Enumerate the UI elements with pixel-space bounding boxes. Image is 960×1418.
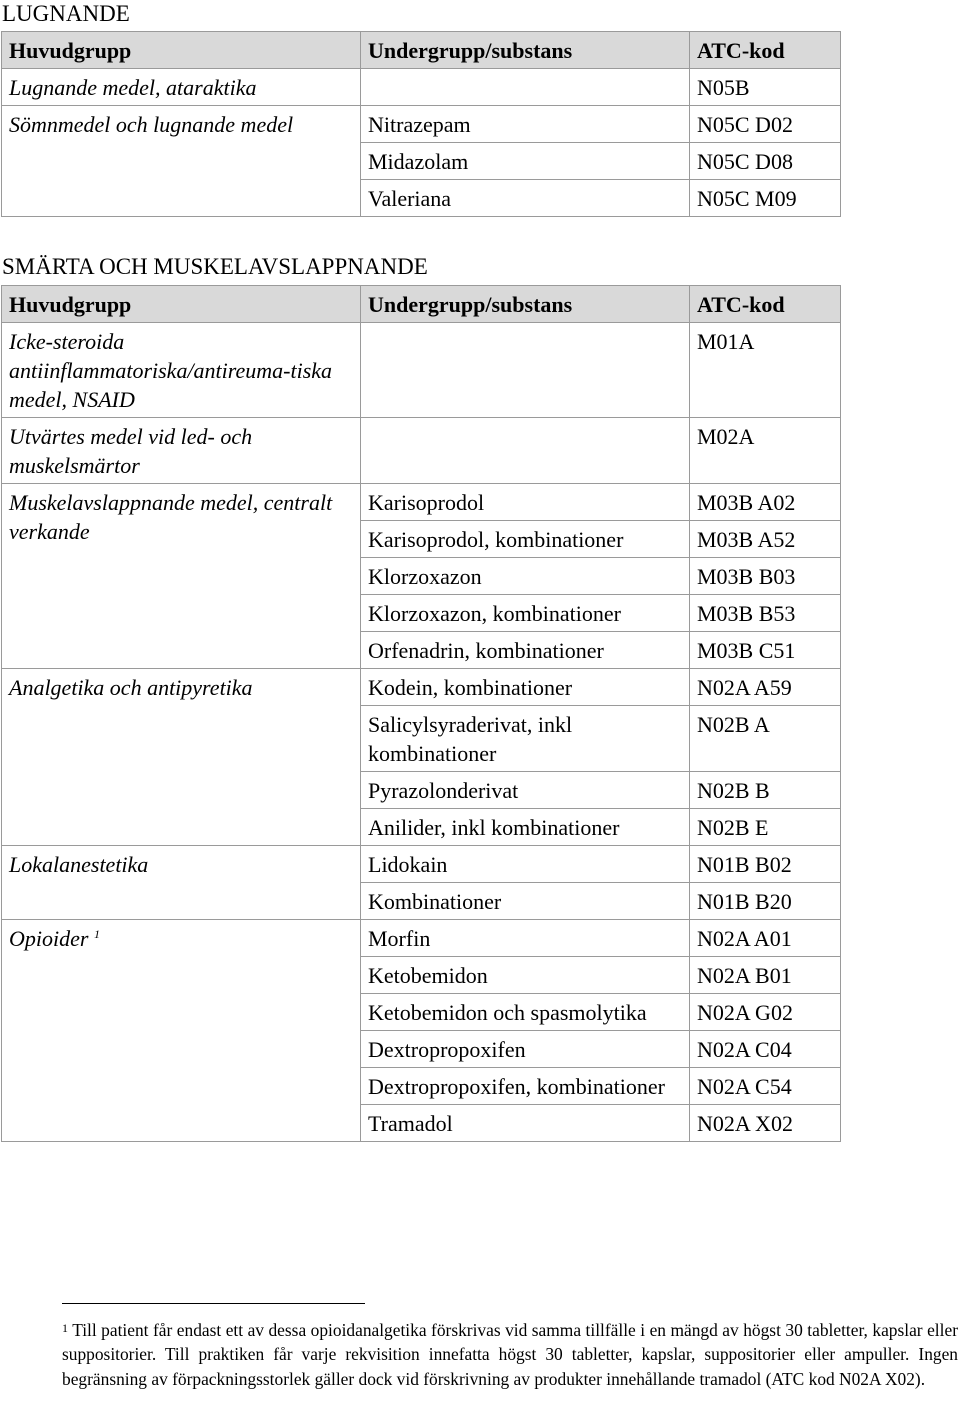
substance-cell: Dextropropoxifen, kombinationer	[361, 1068, 690, 1105]
atc-cell: N02A X02	[697, 1111, 793, 1136]
atc-cell: N02B A	[690, 706, 841, 772]
footnote-text: Till patient får endast ett av dessa opioidanalgetika förskrivas vid samma tillfälle i en mängd av högst 30 tabletter, kapslar eller suppositorier. Till praktiken får varje rekvisition innefatta högst 30 tabletter, kapslar, suppositorier eller ampuller. Ingen begränsning av förpackningsstorlek gäller dock vid förskrivning av produkter innehållande tramadol (ATC kod N02A X02).	[62, 1320, 958, 1389]
atc-cell: M01A	[690, 323, 841, 418]
table-row	[2, 106, 841, 143]
table-row	[2, 669, 841, 706]
substance-cell: Kombinationer	[361, 883, 690, 920]
substance-cell: Tramadol	[361, 1105, 690, 1142]
section-title-lugnande: LUGNANDE	[2, 1, 130, 26]
group-cell: Analgetika och antipyretika	[2, 669, 361, 846]
substance-cell	[361, 323, 690, 418]
table-row	[2, 418, 841, 484]
substance-cell: Salicylsyraderivat, inkl kombinationer	[361, 706, 690, 772]
substance-cell: Anilider, inkl kombinationer	[361, 809, 690, 846]
substance-cell: Midazolam	[361, 143, 690, 180]
header-huvudgrupp: Huvudgrupp	[2, 32, 361, 69]
atc-cell: N02B B	[690, 772, 841, 809]
substance-cell: Kodein, kombinationer	[361, 669, 690, 706]
header-atc-kod: ATC-kod	[690, 286, 841, 323]
substance-cell: Valeriana	[361, 180, 690, 217]
header-huvudgrupp: Huvudgrupp	[2, 286, 361, 323]
group-cell	[2, 920, 361, 1142]
group-cell: Lugnande medel, ataraktika	[2, 69, 361, 106]
substance-cell: Karisoprodol, kombinationer	[361, 521, 690, 558]
substance-cell: Klorzoxazon	[361, 558, 690, 595]
substance-cell: Nitrazepam	[361, 106, 690, 143]
lugnande-table	[1, 31, 841, 217]
atc-cell: M03B C51	[690, 632, 841, 669]
header-atc-kod: ATC-kod	[690, 32, 841, 69]
atc-cell: N05C D08	[690, 143, 841, 180]
group-cell: Muskelavslappnande medel, centralt verkande	[2, 484, 361, 669]
group-cell: Lokalanestetika	[2, 846, 361, 920]
table-row	[2, 920, 841, 957]
atc-cell: N01B B02	[690, 846, 841, 883]
footnote-separator	[62, 1303, 365, 1304]
table-row	[2, 846, 841, 883]
smarta-table	[1, 285, 841, 1142]
atc-cell: M03B A52	[690, 521, 841, 558]
atc-cell: N01B B20	[690, 883, 841, 920]
atc-cell: M03B B53	[690, 595, 841, 632]
atc-cell: M03B B03	[690, 558, 841, 595]
table-row	[2, 323, 841, 418]
atc-cell: N05C M09	[697, 186, 797, 211]
footnote	[62, 1318, 958, 1391]
footnote-marker: 1	[62, 1321, 68, 1335]
atc-cell: N02B E	[690, 809, 841, 846]
table-row	[2, 69, 841, 106]
atc-cell: N02A A59	[690, 669, 841, 706]
header-row	[2, 286, 841, 323]
atc-cell: N02A A01	[690, 920, 841, 957]
group-cell: Sömnmedel och lugnande medel	[2, 106, 361, 217]
atc-cell: N05C D02	[690, 106, 841, 143]
substance-cell: Morfin	[361, 920, 690, 957]
atc-cell: N05B	[690, 69, 841, 106]
table-row	[2, 484, 841, 521]
substance-cell: Karisoprodol	[361, 484, 690, 521]
substance-cell: Pyrazolonderivat	[361, 772, 690, 809]
footnote-ref: 1	[93, 927, 100, 941]
header-undergrupp: Undergrupp/substans	[361, 32, 690, 69]
atc-cell: N02A C04	[690, 1031, 841, 1068]
atc-cell: M02A	[690, 418, 841, 484]
substance-cell: Dextropropoxifen	[361, 1031, 690, 1068]
atc-cell: N02A B01	[690, 957, 841, 994]
substance-cell	[361, 418, 690, 484]
atc-cell: N02A G02	[690, 994, 841, 1031]
atc-cell: N02A C54	[690, 1068, 841, 1105]
section-title-smarta: SMÄRTA OCH MUSKELAVSLAPPNANDE	[2, 254, 428, 279]
substance-cell	[361, 69, 690, 106]
substance-cell: Lidokain	[361, 846, 690, 883]
substance-cell: Klorzoxazon, kombinationer	[361, 595, 690, 632]
substance-cell: Ketobemidon och spasmolytika	[361, 994, 690, 1031]
atc-cell: M03B A02	[690, 484, 841, 521]
group-cell: Icke-steroida antiinflammatoriska/antireuma-tiska medel, NSAID	[2, 323, 361, 418]
header-undergrupp: Undergrupp/substans	[361, 286, 690, 323]
substance-cell: Orfenadrin, kombinationer	[361, 632, 690, 669]
group-label: Opioider	[9, 926, 89, 951]
group-cell: Utvärtes medel vid led- och muskelsmärtor	[2, 418, 361, 484]
header-row	[2, 32, 841, 69]
substance-cell: Ketobemidon	[361, 957, 690, 994]
